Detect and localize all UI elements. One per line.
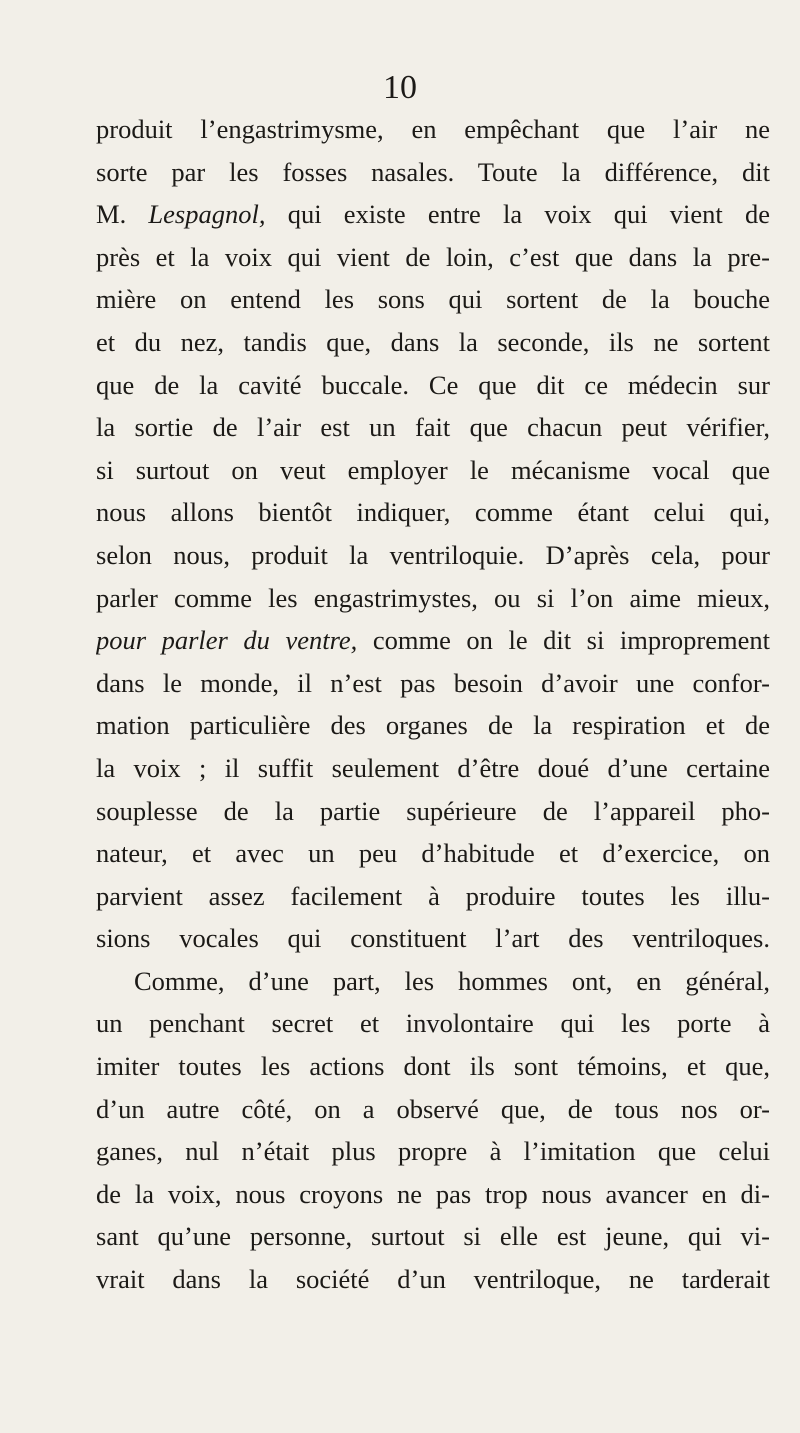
text-line: [96, 449, 770, 492]
text-line: [96, 151, 770, 194]
text-segment: sions vocales qui constituent l’art des ventriloques.: [96, 923, 770, 954]
text-segment: la voix ; il suffit seulement d’être doué d’une certaine: [96, 752, 770, 783]
text-line: [96, 1088, 770, 1131]
text-line: [96, 1045, 770, 1088]
text-line: [96, 577, 770, 620]
text-line: [96, 917, 770, 960]
text-segment: qui existe entre la voix qui vient de: [265, 199, 770, 230]
italic-text-segment: Lespagnol,: [148, 199, 266, 230]
text-segment: si surtout on veut employer le mécanisme vocal que: [96, 454, 770, 485]
text-segment: parvient assez facilement à produire toutes les illu-: [96, 880, 770, 911]
text-segment: d’un autre côté, on a observé que, de tous nos or-: [96, 1093, 770, 1124]
text-line: [96, 619, 770, 662]
text-segment: selon nous, produit la ventriloquie. D’après cela, pour: [96, 539, 770, 570]
text-line: [96, 193, 770, 236]
text-segment: et du nez, tandis que, dans la seconde, ils ne sortent: [96, 326, 770, 357]
text-line: [96, 960, 770, 1003]
text-line: [96, 1002, 770, 1045]
text-segment: imiter toutes les actions dont ils sont témoins, et que,: [96, 1051, 770, 1082]
text-line: [96, 1215, 770, 1258]
text-segment: mation particulière des organes de la respiration et de: [96, 710, 770, 741]
text-line: [96, 662, 770, 705]
italic-text-segment: pour parler du ventre,: [96, 625, 358, 656]
text-line: [96, 790, 770, 833]
text-line: [96, 491, 770, 534]
text-segment: sant qu’une personne, surtout si elle est jeune, qui vi-: [96, 1221, 770, 1252]
text-segment: ganes, nul n’était plus propre à l’imitation que celui: [96, 1136, 770, 1167]
text-line: [96, 875, 770, 918]
text-line: [96, 1173, 770, 1216]
text-segment: que de la cavité buccale. Ce que dit ce médecin sur: [96, 369, 770, 400]
text-line: [96, 534, 770, 577]
text-line: [96, 406, 770, 449]
text-segment: Comme, d’une part, les hommes ont, en général,: [134, 965, 770, 996]
text-line: [96, 1258, 770, 1301]
text-line: [96, 832, 770, 875]
text-segment: près et la voix qui vient de loin, c’est que dans la pre-: [96, 241, 770, 272]
text-segment: comme on le dit si improprement: [357, 625, 770, 656]
text-line: [96, 108, 770, 151]
text-line: [96, 1130, 770, 1173]
text-line: [96, 278, 770, 321]
text-segment: parler comme les engastrimystes, ou si l’on aime mieux,: [96, 582, 770, 613]
text-line: [96, 321, 770, 364]
text-segment: dans le monde, il n’est pas besoin d’avoir une confor-: [96, 667, 770, 698]
text-segment: nous allons bientôt indiquer, comme étant celui qui,: [96, 497, 770, 528]
text-line: [96, 236, 770, 279]
text-line: [96, 747, 770, 790]
text-line: [96, 364, 770, 407]
text-segment: sorte par les fosses nasales. Toute la différence, dit: [96, 156, 770, 187]
text-line: [96, 704, 770, 747]
text-segment: de la voix, nous croyons ne pas trop nous avancer en di-: [96, 1178, 770, 1209]
text-segment: nateur, et avec un peu d’habitude et d’exercice, on: [96, 838, 770, 869]
page-number: 10: [383, 69, 417, 106]
text-segment: M.: [96, 199, 149, 230]
text-segment: la sortie de l’air est un fait que chacun peut vérifier,: [96, 412, 770, 443]
text-segment: mière on entend les sons qui sortent de la bouche: [96, 284, 770, 315]
text-segment: vrait dans la société d’un ventriloque, ne tarderait: [96, 1264, 770, 1295]
body-text: [96, 108, 770, 1301]
text-segment: un penchant secret et involontaire qui les porte à: [96, 1008, 770, 1039]
text-segment: souplesse de la partie supérieure de l’appareil pho-: [96, 795, 770, 826]
text-segment: produit l’engastrimysme, en empêchant que l’air ne: [96, 114, 770, 144]
